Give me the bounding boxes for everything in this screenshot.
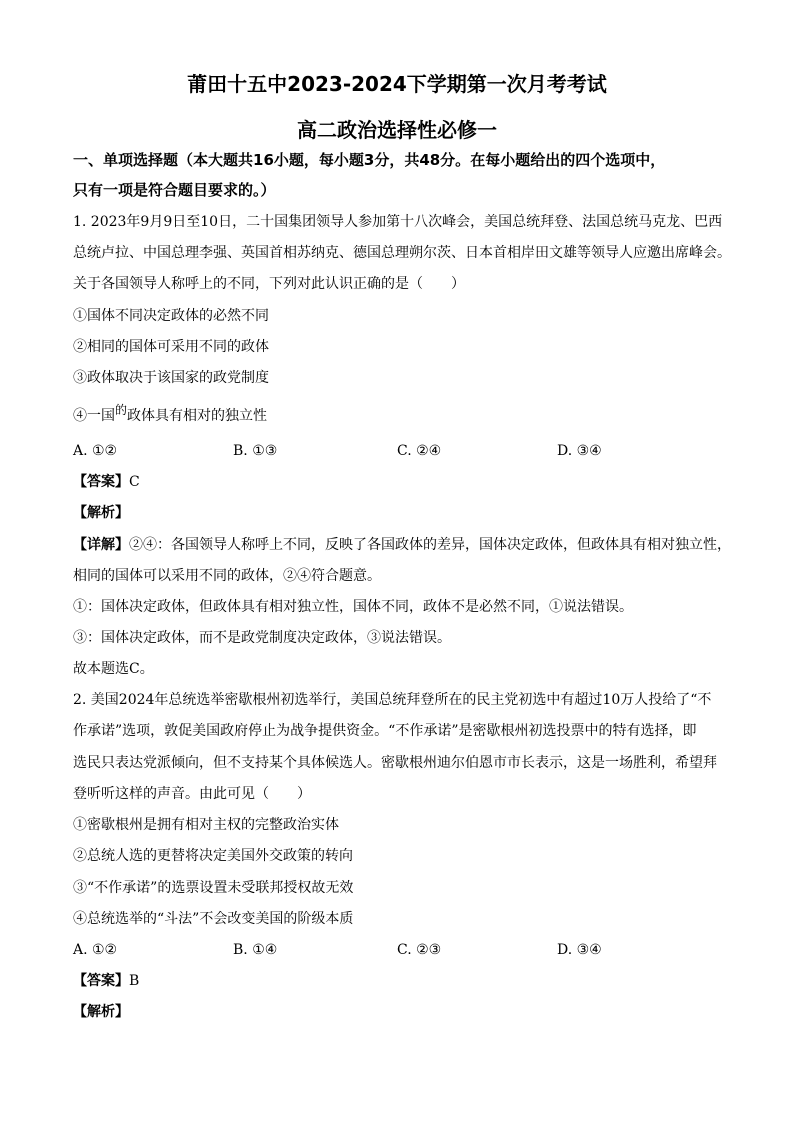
q1-item-4-sup: 的: [115, 403, 128, 417]
q2-option-a: A. ①②: [73, 942, 118, 958]
q2-analysis-tag: 【解析】: [73, 1004, 129, 1020]
q1-option-b: B. ①③: [233, 443, 278, 459]
q1-analysis-tag: 【解析】: [73, 505, 129, 521]
q2-item-4: ④总统选举的“斗法”不会改变美国的阶级本质: [73, 911, 354, 927]
section-heading-line2: 只有一项是符合题目要求的。）: [73, 181, 276, 199]
q1-option-a: A. ①②: [73, 443, 118, 459]
q1-detail-tag: 【详解】: [73, 537, 129, 553]
q2-answer-tag: 【答案】: [73, 973, 129, 989]
q1-item-4: [73, 403, 268, 426]
q1-answer-value: C: [129, 474, 140, 490]
q1-detail-line2: 相同的国体可以采用不同的政体，②④符合题意。: [73, 568, 381, 584]
q1-detail-line5: 故本题选C。: [73, 661, 154, 677]
q1-option-c: C. ②④: [397, 443, 442, 459]
q1-stem-line1: 1. 2023年9月9日至10日，二十国集团领导人参加第十八次峰会，美国总统拜登、法国总统马克龙、巴西: [73, 214, 723, 230]
q1-detail-text1: ②④：各国领导人称呼上不同，反映了各国政体的差异，国体决定政体，但政体具有相对独立性，: [129, 537, 731, 553]
q1-stem-line3: 关于各国领导人称呼上的不同，下列对此认识正确的是（ ）: [73, 276, 465, 292]
q1-item-1: ①国体不同决定政体的必然不同: [73, 308, 269, 324]
q1-stem-line2: 总统卢拉、中国总理李强、英国首相苏纳克、德国总理朔尔茨、日本首相岸田文雄等领导人应邀出席峰会。: [73, 245, 731, 261]
q2-stem-line3: 选民只表达党派倾向，但不支持某个具体候选人。密歇根州迪尔伯恩市市长表示，这是一场胜利，希望拜: [73, 755, 717, 771]
q1-answer: [73, 472, 140, 492]
exam-subtitle: 高二政治选择性必修一: [297, 118, 497, 142]
q2-answer-value: B: [129, 973, 140, 989]
q2-stem-line4: 登听听这样的声音。由此可见（ ）: [73, 786, 311, 802]
q1-item-4-part-a: ④一国: [73, 408, 115, 424]
q2-option-c: C. ②③: [397, 942, 442, 958]
q2-stem-line1: 2. 美国2024年总统选举密歇根州初选举行，美国总统拜登所在的民主党初选中有超过10万人投给了“不: [73, 692, 712, 708]
q2-stem-line2: 作承诺”选项，敦促美国政府停止为战争提供资金。“不作承诺”是密歇根州初选投票中的特有选择，即: [73, 723, 697, 739]
q2-answer: [73, 971, 139, 991]
q1-detail-line1: [73, 535, 731, 555]
q1-item-4-part-b: 政体具有相对的独立性: [127, 408, 268, 424]
q1-option-d: D. ③④: [557, 443, 602, 459]
q1-detail-line4: ③：国体决定政体，而不是政党制度决定政体，③说法错误。: [73, 630, 451, 646]
q1-detail-line3: ①：国体决定政体，但政体具有相对独立性，国体不同，政体不是必然不同，①说法错误。: [73, 599, 633, 615]
q1-item-3: ③政体取决于该国家的政党制度: [73, 370, 269, 386]
q2-item-2: ②总统人选的更替将决定美国外交政策的转向: [73, 848, 353, 864]
section-heading-line1: 一、单项选择题（本大题共16小题，每小题3分，共48分。在每小题给出的四个选项中，: [73, 151, 666, 169]
q2-option-d: D. ③④: [557, 942, 602, 958]
exam-title: 莆田十五中2023-2024下学期第一次月考考试: [187, 72, 607, 96]
q2-item-1: ①密歇根州是拥有相对主权的完整政治实体: [73, 817, 339, 833]
q2-option-b: B. ①④: [233, 942, 278, 958]
q1-answer-tag: 【答案】: [73, 474, 129, 490]
q2-item-3: ③“不作承诺”的选票设置未受联邦授权故无效: [73, 880, 354, 896]
q1-item-2: ②相同的国体可采用不同的政体: [73, 339, 269, 355]
